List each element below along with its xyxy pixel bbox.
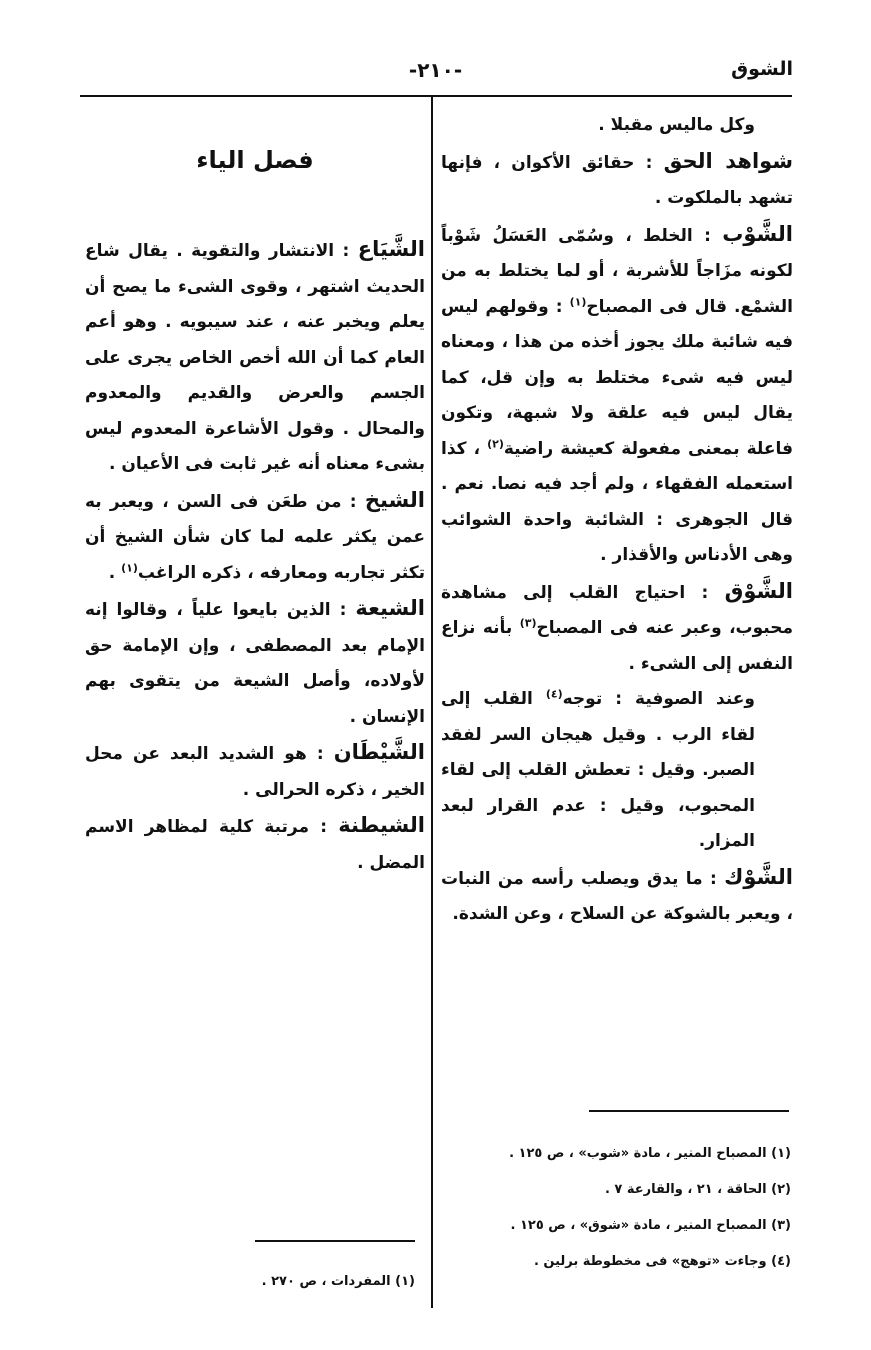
- entry-headword: الشَّيْطَان: [333, 740, 425, 764]
- entry-continuation: [441, 108, 793, 144]
- footnote: (٣) المصباح المنير ، مادة «شوق» ، ص ١٢٥ .: [510, 1218, 791, 1233]
- footnote: (٤) وجاءت «توهج» فى مخطوطة برلين .: [533, 1254, 791, 1269]
- entry-sufi-definition: [441, 682, 793, 860]
- entry-headword: شواهد الحق: [663, 148, 793, 173]
- entry-headword: الشيطنة: [338, 813, 425, 837]
- entry-headword: الشَّيَاع: [357, 237, 425, 261]
- entry-headword: الشيخ: [364, 487, 425, 512]
- left-column: [85, 140, 425, 881]
- entry-text: وكل ماليس مقبلا .: [598, 115, 755, 135]
- running-head: الشوق: [731, 58, 793, 80]
- entry-shawahid-al-haqq: [441, 144, 793, 217]
- footnote-ref: (١): [569, 294, 587, 308]
- entry-text: : احتياج القلب إلى مشاهدة محبوب، وعبر عنه فى المصباح: [441, 582, 793, 638]
- entry-al-shawq: [441, 574, 793, 683]
- entry-text: .: [108, 562, 122, 583]
- entry-text: بأنه نزاع النفس إلى الشىء .: [441, 618, 793, 674]
- entry-al-shia: [85, 591, 425, 735]
- entry-text: : هو الشديد البعد عن محل الخير ، ذكره الحرالى .: [85, 744, 425, 800]
- footnote-ref: (٤): [545, 687, 563, 701]
- entry-headword: الشَّوْك: [724, 864, 793, 889]
- entry-al-shawb: [441, 217, 793, 574]
- page-number: -٢١٠-: [408, 58, 463, 82]
- entry-text: القلب إلى لقاء الرب . وقيل هيجان السر لفقد الصبر. وقيل : تعطش القلب إلى لقاء المحبوب، وقيل : عدم القرار لبعد المزار.: [441, 689, 755, 851]
- right-footnotes: [451, 1136, 791, 1280]
- footnote: (٢) الحاقة ، ٢١ ، والقارعة ٧ .: [604, 1182, 791, 1197]
- entry-text: ، كذا استعمله الفقهاء ، ولم أجد فيه نصا. نعم . قال الجوهرى : الشائبة واحدة الشوائب وهى الأدناس والأقذار .: [441, 438, 793, 565]
- entry-headword: الشيعة: [355, 596, 425, 620]
- entry-al-shaykh: [85, 483, 425, 592]
- entry-text: : وقولهم ليس فيه شائبة ملك يجوز أخذه من هذا ، ومعناه ليس فيه شىء مختلط به وإن قل، كما يقال ليس فيه علقة ولا شبهة، وتكون فاعلة بمعنى مفعولة كعيشة راضية: [441, 296, 793, 459]
- section-title: فصل الياء: [196, 146, 314, 174]
- entry-headword: الشَّوْب: [722, 221, 793, 246]
- entry-al-shaytan: [85, 735, 425, 808]
- column-divider: [431, 96, 433, 1308]
- footnote-ref: (٣): [519, 616, 537, 630]
- entry-text: : مرتبة كلية لمظاهر الاسم المضل .: [85, 817, 425, 873]
- entry-al-shiya: [85, 232, 425, 483]
- footnote-ref: (١): [121, 560, 138, 574]
- entry-text: : ما يدق ويصلب رأسه من النبات ، ويعبر بالشوكة عن السلاح ، وعن الشدة.: [441, 868, 793, 924]
- entry-text: : من طعَن فى السن ، ويعبر به عمن يكثر علمه لما كان شأن الشيخ أن تكثر تجاربه ومعارفه ، ذكره الراغب: [85, 491, 425, 583]
- entry-headword: الشَّوْق: [724, 578, 793, 603]
- footnote: (١) المصباح المنير ، مادة «شوب» ، ص ١٢٥ .: [509, 1146, 791, 1161]
- footnote-ref: (٢): [487, 436, 504, 450]
- entry-al-shawk: [441, 860, 793, 933]
- entry-text: : الانتشار والتقوية . يقال شاع الحديث اشتهر ، وقوى الشىء ما يصح أن يعلم ويخبر عنه ، عند سيبويه . وهو أعم العام كما أن الله أخص الخاص يجرى على الجسم والعرض والقديم والمعدوم والمحال . وقول الأشاعرة المعدوم ليس بشىء معناه أنه غير ثابت فى الأعيان .: [85, 241, 425, 474]
- entry-text: : الذين بايعوا علياً ، وقالوا إنه الإمام بعد المصطفى ، وإن الإمامة حق لأولاده، وأصل الشيعة من يتقوى بهم الإنسان .: [85, 600, 425, 727]
- footnote: (١) المفردات ، ص ٢٧٠ .: [261, 1274, 415, 1289]
- right-column: [441, 108, 793, 933]
- footnote-rule: [589, 1110, 789, 1112]
- footnote-rule: [255, 1240, 415, 1242]
- entry-text: : حقائق الأكوان ، فإنها تشهد بالملكوت .: [441, 152, 793, 208]
- header-rule: [80, 95, 792, 97]
- left-footnotes: [85, 1264, 415, 1300]
- entry-text: : الخلط ، وسُمّى العَسَلُ شَوْباً لكونه مزَاجاً للأشربة ، أو لما يختلط به من الشمْع. قال فى المصباح: [441, 225, 793, 317]
- entry-al-shaytana: [85, 808, 425, 881]
- entry-text: وعند الصوفية : توجه: [562, 689, 755, 709]
